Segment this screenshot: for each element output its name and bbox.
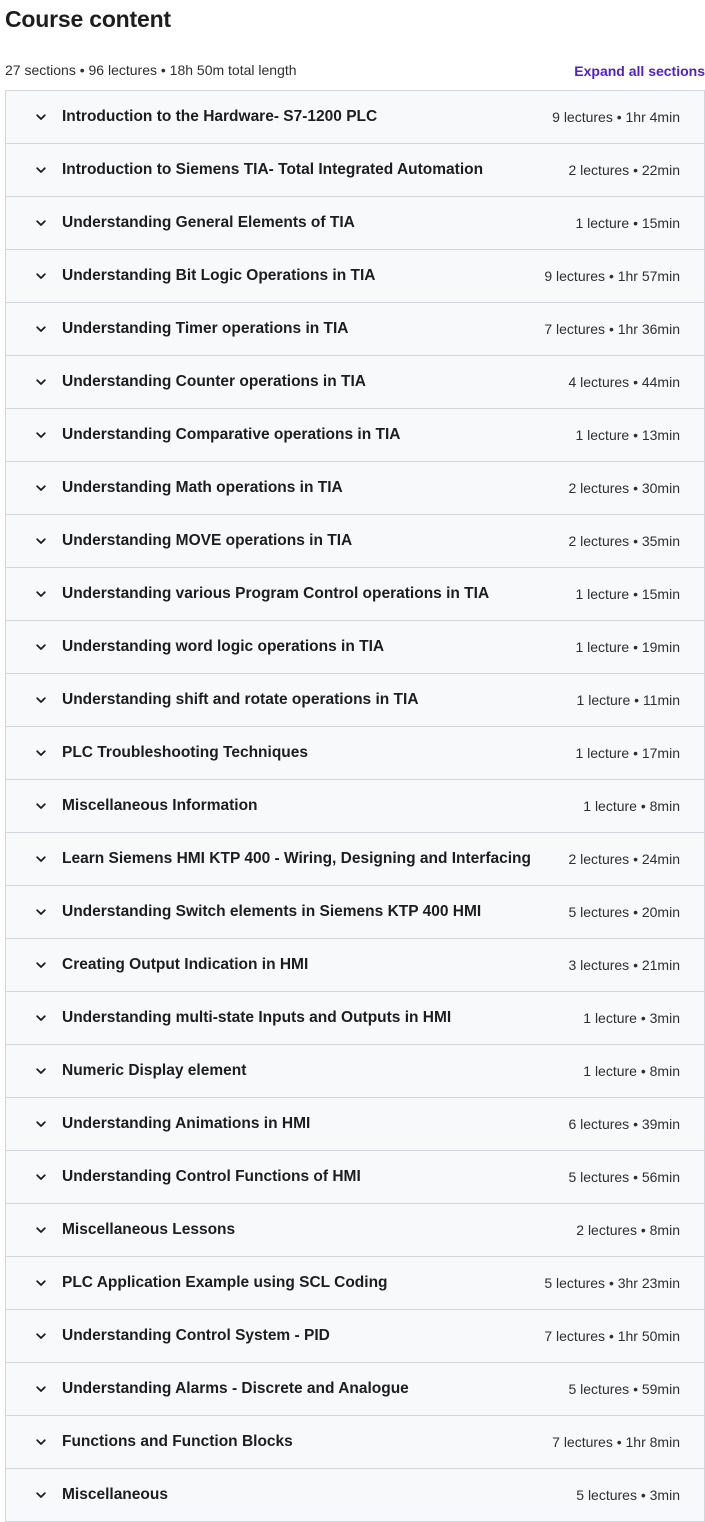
section-meta: 1 lecture • 3min xyxy=(583,1010,680,1026)
chevron-down-icon xyxy=(35,535,47,547)
section-title: Introduction to Siemens TIA- Total Integrated Automation xyxy=(62,161,484,178)
section-title: Understanding Comparative operations in TIA xyxy=(62,426,401,443)
section-panel[interactable] xyxy=(6,727,704,780)
section-title: Creating Output Indication in HMI xyxy=(62,956,309,973)
section-panel[interactable] xyxy=(6,1098,704,1151)
section-meta: 4 lectures • 44min xyxy=(568,374,680,390)
section-panel[interactable] xyxy=(6,515,704,568)
section-panel[interactable] xyxy=(6,674,704,727)
section-panel[interactable] xyxy=(6,409,704,462)
section-title: Understanding Bit Logic Operations in TIA xyxy=(62,267,376,284)
section-title: Understanding MOVE operations in TIA xyxy=(62,532,353,549)
section-meta: 1 lecture • 19min xyxy=(575,639,680,655)
section-panel[interactable] xyxy=(6,91,704,144)
chevron-down-icon xyxy=(35,959,47,971)
chevron-down-icon xyxy=(35,906,47,918)
section-title: Understanding Switch elements in Siemens KTP 400 HMI xyxy=(62,903,482,920)
section-title: PLC Application Example using SCL Coding xyxy=(62,1274,388,1291)
section-panel[interactable] xyxy=(6,1045,704,1098)
chevron-down-icon xyxy=(35,588,47,600)
chevron-down-icon xyxy=(35,1383,47,1395)
section-title: Miscellaneous Information xyxy=(62,797,258,814)
section-meta: 5 lectures • 59min xyxy=(568,1381,680,1397)
section-panel[interactable] xyxy=(6,621,704,674)
course-content-title: Course content xyxy=(5,6,171,32)
chevron-down-icon xyxy=(35,111,47,123)
section-title: Numeric Display element xyxy=(62,1062,247,1079)
chevron-down-icon xyxy=(35,694,47,706)
chevron-down-icon xyxy=(35,1224,47,1236)
chevron-down-icon xyxy=(35,1012,47,1024)
section-meta: 7 lectures • 1hr 50min xyxy=(544,1328,680,1344)
section-meta: 1 lecture • 13min xyxy=(575,427,680,443)
section-panel[interactable] xyxy=(6,1151,704,1204)
section-title: Understanding multi-state Inputs and Outputs in HMI xyxy=(62,1009,452,1026)
section-title: Understanding shift and rotate operations in TIA xyxy=(62,691,419,708)
section-panel[interactable] xyxy=(6,568,704,621)
chevron-down-icon xyxy=(35,1171,47,1183)
section-meta: 7 lectures • 1hr 8min xyxy=(552,1434,680,1450)
sections-list xyxy=(5,90,705,1522)
section-title: Understanding Control Functions of HMI xyxy=(62,1168,361,1185)
section-meta: 2 lectures • 8min xyxy=(576,1222,680,1238)
section-title: PLC Troubleshooting Techniques xyxy=(62,744,308,761)
section-panel[interactable] xyxy=(6,1310,704,1363)
section-panel[interactable] xyxy=(6,992,704,1045)
section-panel[interactable] xyxy=(6,250,704,303)
section-panel[interactable] xyxy=(6,886,704,939)
section-title: Understanding General Elements of TIA xyxy=(62,214,355,231)
section-title: Understanding Alarms - Discrete and Analogue xyxy=(62,1380,409,1397)
section-meta: 3 lectures • 21min xyxy=(568,957,680,973)
section-meta: 1 lecture • 8min xyxy=(583,798,680,814)
section-meta: 2 lectures • 24min xyxy=(568,851,680,867)
section-title: Miscellaneous xyxy=(62,1486,168,1503)
section-title: Understanding Control System - PID xyxy=(62,1327,330,1344)
section-title: Understanding Math operations in TIA xyxy=(62,479,343,496)
chevron-down-icon xyxy=(35,1277,47,1289)
section-panel[interactable] xyxy=(6,144,704,197)
section-meta: 7 lectures • 1hr 36min xyxy=(544,321,680,337)
chevron-down-icon xyxy=(35,1065,47,1077)
section-meta: 1 lecture • 17min xyxy=(575,745,680,761)
chevron-down-icon xyxy=(35,217,47,229)
section-panel[interactable] xyxy=(6,303,704,356)
chevron-down-icon xyxy=(35,323,47,335)
section-meta: 5 lectures • 3hr 23min xyxy=(544,1275,680,1291)
section-meta: 1 lecture • 15min xyxy=(575,586,680,602)
section-panel[interactable] xyxy=(6,1416,704,1469)
section-meta: 9 lectures • 1hr 57min xyxy=(544,268,680,284)
chevron-down-icon xyxy=(35,853,47,865)
section-meta: 5 lectures • 56min xyxy=(568,1169,680,1185)
section-title: Understanding Animations in HMI xyxy=(62,1115,311,1132)
course-summary: 27 sections • 96 lectures • 18h 50m total length xyxy=(5,62,297,78)
section-title: Learn Siemens HMI KTP 400 - Wiring, Designing and Interfacing xyxy=(62,850,531,867)
section-title: Understanding various Program Control operations in TIA xyxy=(62,585,490,602)
chevron-down-icon xyxy=(35,1436,47,1448)
course-summary-row xyxy=(5,60,705,80)
chevron-down-icon xyxy=(35,482,47,494)
section-meta: 1 lecture • 11min xyxy=(576,692,680,708)
section-title: Understanding word logic operations in TIA xyxy=(62,638,385,655)
section-meta: 1 lecture • 8min xyxy=(583,1063,680,1079)
section-panel[interactable] xyxy=(6,1257,704,1310)
section-meta: 2 lectures • 35min xyxy=(568,533,680,549)
section-title: Understanding Counter operations in TIA xyxy=(62,373,366,390)
section-meta: 5 lectures • 3min xyxy=(576,1487,680,1503)
section-title: Introduction to the Hardware- S7-1200 PLC xyxy=(62,108,378,125)
section-panel[interactable] xyxy=(6,780,704,833)
section-meta: 1 lecture • 15min xyxy=(575,215,680,231)
chevron-down-icon xyxy=(35,1118,47,1130)
section-panel[interactable] xyxy=(6,1363,704,1416)
section-panel[interactable] xyxy=(6,1469,704,1521)
section-meta: 2 lectures • 22min xyxy=(568,162,680,178)
expand-all-sections-button[interactable]: Expand all sections xyxy=(574,63,705,79)
chevron-down-icon xyxy=(35,1330,47,1342)
section-panel[interactable] xyxy=(6,1204,704,1257)
section-panel[interactable] xyxy=(6,197,704,250)
section-meta: 9 lectures • 1hr 4min xyxy=(552,109,680,125)
section-panel[interactable] xyxy=(6,833,704,886)
chevron-down-icon xyxy=(35,1489,47,1501)
chevron-down-icon xyxy=(35,164,47,176)
section-meta: 2 lectures • 30min xyxy=(568,480,680,496)
chevron-down-icon xyxy=(35,800,47,812)
section-title: Miscellaneous Lessons xyxy=(62,1221,236,1238)
chevron-down-icon xyxy=(35,641,47,653)
chevron-down-icon xyxy=(35,747,47,759)
section-title: Understanding Timer operations in TIA xyxy=(62,320,349,337)
section-panel[interactable] xyxy=(6,462,704,515)
chevron-down-icon xyxy=(35,270,47,282)
chevron-down-icon xyxy=(35,429,47,441)
section-title: Functions and Function Blocks xyxy=(62,1433,293,1450)
section-panel[interactable] xyxy=(6,939,704,992)
section-panel[interactable] xyxy=(6,356,704,409)
section-meta: 5 lectures • 20min xyxy=(568,904,680,920)
section-meta: 6 lectures • 39min xyxy=(568,1116,680,1132)
chevron-down-icon xyxy=(35,376,47,388)
